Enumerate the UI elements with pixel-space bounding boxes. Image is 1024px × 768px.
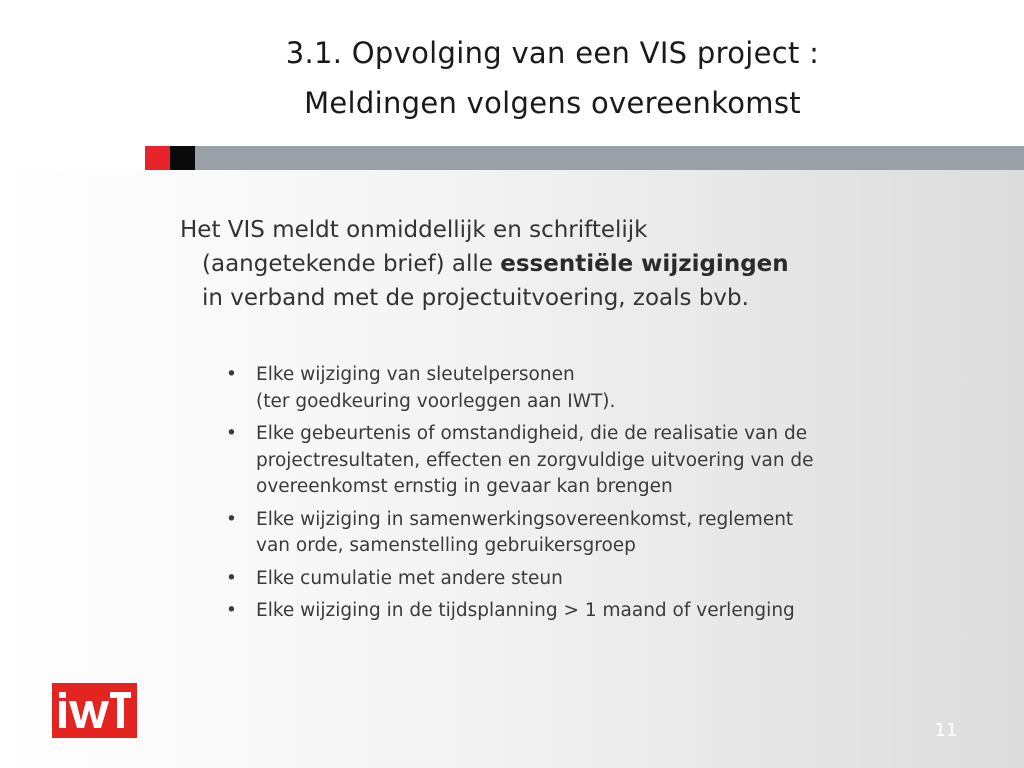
bullet-dot: •: [226, 600, 237, 621]
intro-emphasis: essentiële wijzigingen: [500, 251, 789, 277]
bullet-dot: •: [226, 423, 237, 444]
bullet-text-line: (ter goedkeuring voorleggen aan IWT).: [256, 390, 616, 412]
bullet-text-line: Elke wijziging in de tijdsplanning > 1 maand of verlenging: [256, 600, 795, 621]
intro-line-3: in verband met de projectuitvoering, zoals bvb.: [202, 285, 749, 311]
slide-content: [0, 170, 1024, 768]
bullet-dot: •: [226, 567, 237, 589]
bullet-text-line: van orde, samenstelling gebruikersgroep: [256, 535, 636, 556]
bullet-item: [226, 566, 966, 593]
slide-title-line-1: 3.1. Opvolging van een VIS project :: [285, 36, 820, 70]
bullet-text-line: Elke wijziging van sleutelpersonen: [256, 364, 575, 385]
iwt-logo: [52, 683, 137, 738]
intro-line-2: [180, 247, 970, 281]
bullet-text-line: Elke gebeurtenis of omstandigheid, die de realisatie van de: [256, 423, 808, 444]
intro-paragraph: [180, 213, 970, 315]
slide-title-line-2: Meldingen volgens overeenkomst: [304, 86, 801, 120]
bullet-item: [226, 362, 966, 415]
bullet-dot: •: [226, 364, 237, 385]
bullet-item: [226, 421, 966, 501]
bullet-dot: •: [226, 508, 237, 530]
bullet-item: [226, 507, 966, 560]
title-area: [0, 0, 1024, 145]
intro-line-2-text: (aangetekende brief) alle: [202, 251, 501, 277]
bullet-text-line: overeenkomst ernstig in gevaar kan brengen: [256, 476, 673, 497]
accent-bar-red: [145, 146, 170, 170]
intro-line-1: Het VIS meldt onmiddellijk en schriftelijk: [180, 217, 648, 243]
bullet-text-line: projectresultaten, effecten en zorgvuldige uitvoering van de: [256, 449, 814, 471]
bullet-text-line: Elke cumulatie met andere steun: [256, 567, 563, 589]
bullet-text-line: Elke wijziging in samenwerkingsovereenkomst, reglement: [256, 508, 794, 530]
accent-bar-black: [170, 146, 195, 170]
iwt-logo-mark: [52, 683, 137, 738]
bullet-item: [226, 598, 966, 625]
bullet-list: [226, 362, 966, 631]
accent-bar-gray: [195, 146, 1024, 170]
page-number: 11: [934, 720, 958, 741]
